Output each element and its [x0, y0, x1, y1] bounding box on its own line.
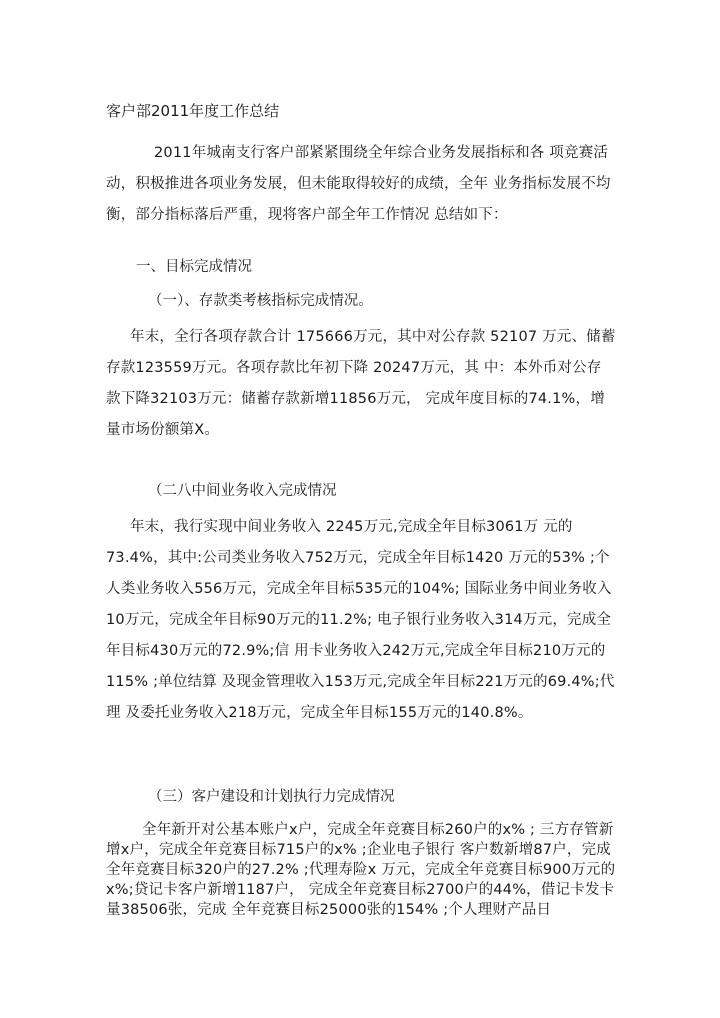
- subsection-heading-customer-building: （三）客户建设和计划执行力完成情况: [148, 789, 395, 805]
- customer-building-paragraph: 全年新开对公基本账户x户，完成全年竞赛目标260户的x% ; 三方存管新增x户，完成全年竞赛目标715户的x% ;企业电子银行 客户数新增87户，完成全年竞赛目标320户的27.2% ;代理寿险x 万元，完成全年竞赛目标900万元的x%;贷记卡客户新增1187户， 完成全年竞赛目标2700户的44%，借记卡发卡量38506张，完成 全年竞赛目标25000张的154% ;个人理财产品日: [106, 822, 616, 918]
- intro-paragraph: 2011年城南支行客户部紧紧围绕全年综合业务发展指标和各 项竞赛活动，积极推进各项业务发展，但未能取得较好的成绩，全年 业务指标发展不均衡，部分指标落后严重，现将客户部全年工作情况 总结如下：: [106, 145, 611, 223]
- subsection-heading-deposits: （一）、存款类考核指标完成情况。: [148, 293, 373, 309]
- deposits-paragraph: 年末，全行各项存款合计 175666万元，其中对公存款 52107 万元、储蓄存款123559万元。各项存款比年初下降 20247万元，其 中：本外币对公存款下降32103万元：储蓄存款新增11856万元， 完成年度目标的74.1%，增量市场份额第X。: [106, 329, 616, 438]
- section-heading-targets: 一、目标完成情况: [136, 259, 252, 275]
- intermediate-income-paragraph: 年末，我行实现中间业务收入 2245万元,完成全年目标3061万 元的73.4%，其中:公司类业务收入752万元，完成全年目标1420 万元的53% ;个人类业务收入556万元，完成全年目标535元的104%; 国际业务中间业务收入10万元，完成全年目标90万元的11.2%; 电子银行业务收入314万元，完成全年目标430万元的72.9%;信 用卡业务收入242万元,完成全年目标210万元的115% ;单位结算 及现金管理收入153万元,完成全年目标221万元的69.4%;代理 及委托业务收入218万元，完成全年目标155万元的140.8%。: [106, 519, 615, 721]
- subsection-heading-intermediate-income: （二八中间业务收入完成情况: [148, 483, 337, 499]
- document-title: 客户部2011年度工作总结: [106, 102, 280, 120]
